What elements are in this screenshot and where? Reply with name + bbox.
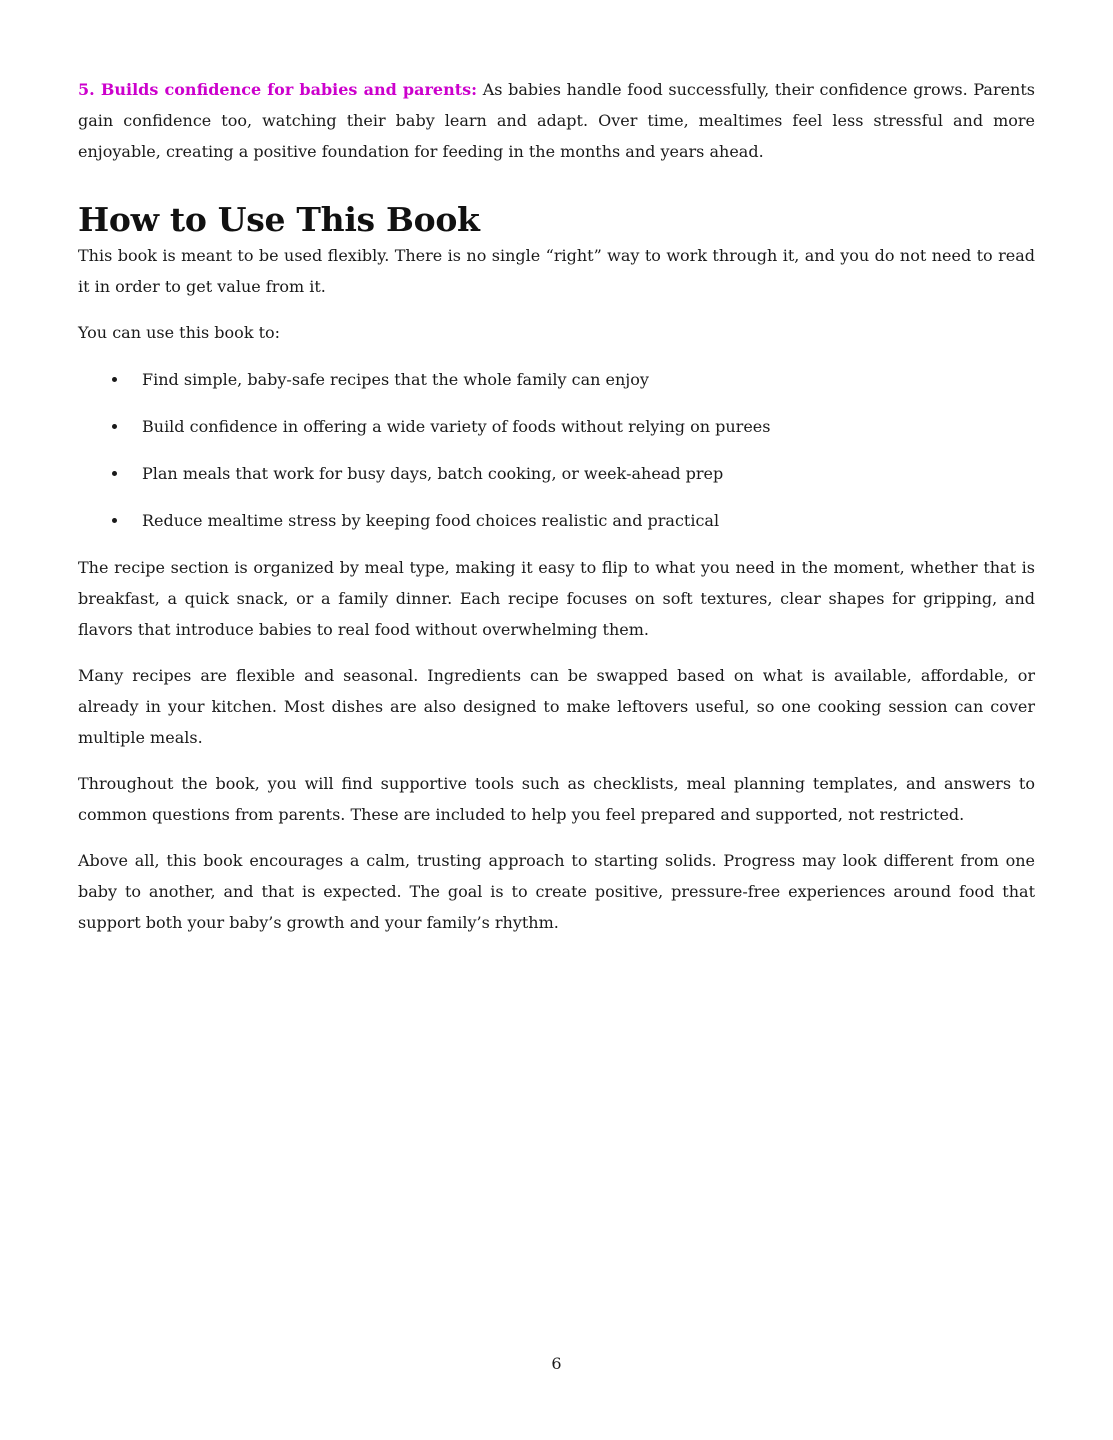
paragraph-above-all: Above all, this book encourages a calm, trusting approach to starting solids. Progress may look different from one baby to another, and that is expected. The goal is to create positive, pressure-free experiences around food that support both your baby’s growth and your family’s rhythm.: [78, 851, 1035, 932]
use-list: [78, 364, 1035, 536]
paragraph-supportive-tools: Throughout the book, you will find supportive tools such as checklists, meal planning templates, and answers to common questions from parents. These are included to help you feel prepared and supported, not restricted.: [78, 774, 1035, 824]
list-lead: You can use this book to:: [78, 323, 281, 342]
bullet-icon: [112, 471, 117, 476]
page-number: 6: [551, 1354, 562, 1373]
page-content: [78, 74, 1035, 953]
paragraph-flexible-recipes: Many recipes are flexible and seasonal. Ingredients can be swapped based on what is available, affordable, or already in your kitchen. Most dishes are also designed to make leftovers useful, so one cooking session can cover multiple meals.: [78, 666, 1035, 747]
list-item: [78, 364, 1035, 395]
list-item-text: Find simple, baby-safe recipes that the whole family can enjoy: [142, 370, 649, 389]
paragraph-recipe-section: The recipe section is organized by meal type, making it easy to flip to what you need in the moment, whether that is breakfast, a quick snack, or a family dinner. Each recipe focuses on soft textures, clear shapes for gripping, and flavors that introduce babies to real food without overwhelming them.: [78, 558, 1035, 639]
intro-text: As babies handle food successfully, their confidence grows. Parents gain confidence too, watching their baby learn and adapt. Over time, mealtimes feel less stressful and more enjoyable, creating a positive foundation for feeding in the months and years ahead.: [78, 80, 1036, 161]
list-item-text: Build confidence in offering a wide variety of foods without relying on purees: [142, 417, 771, 436]
list-item: [78, 458, 1035, 489]
list-item: [78, 411, 1035, 442]
intro-paragraph: [78, 74, 1035, 167]
bullet-icon: [112, 518, 117, 523]
paragraph-flexible-use: This book is meant to be used flexibly. There is no single “right” way to work through it, and you do not need to read it in order to get value from it.: [78, 246, 1035, 296]
bullet-icon: [112, 424, 117, 429]
list-item: [78, 505, 1035, 536]
list-item-text: Reduce mealtime stress by keeping food choices realistic and practical: [142, 511, 720, 530]
intro-lead: 5. Builds confidence for babies and parents:: [78, 80, 478, 99]
bullet-icon: [112, 377, 117, 382]
section-heading: How to Use This Book: [78, 200, 480, 239]
list-item-text: Plan meals that work for busy days, batch cooking, or week-ahead prep: [142, 464, 724, 483]
